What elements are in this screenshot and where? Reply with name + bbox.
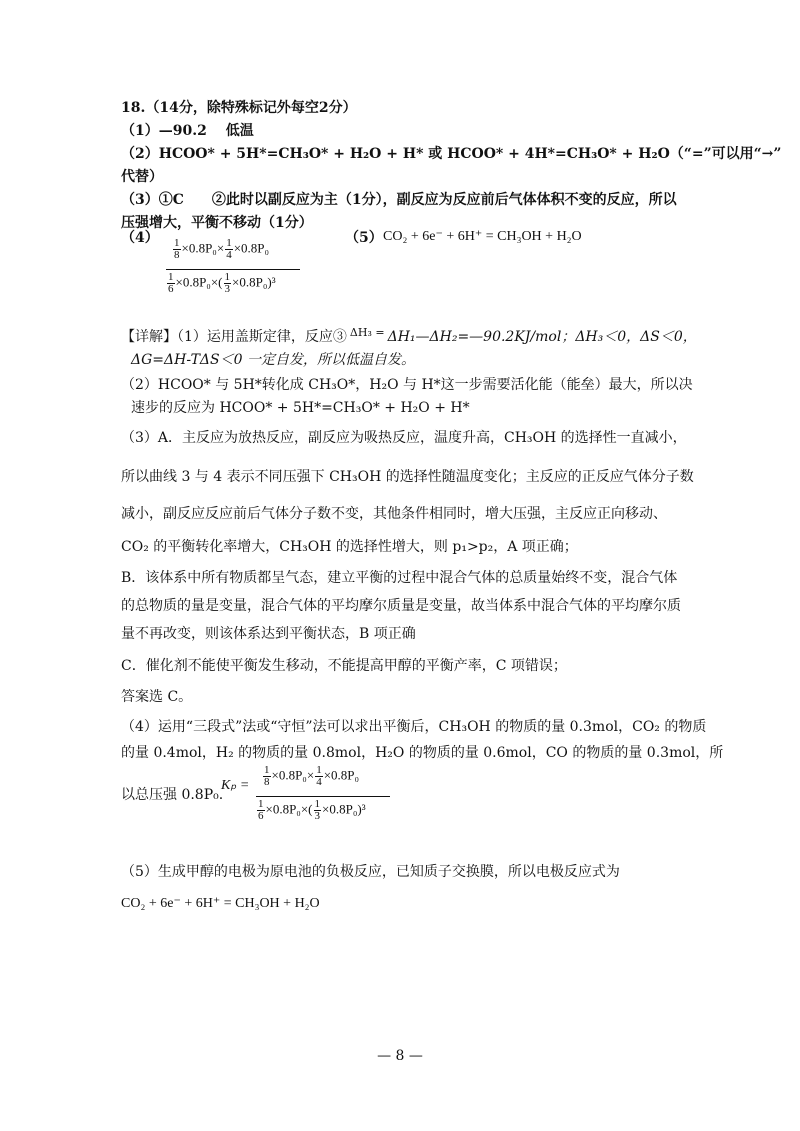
detail-2-line1: （2）HCOO* 与 5H*转化成 CH₃O*，H₂O 与 H*这一步需要活化能（能垒）最大，所以决	[121, 377, 693, 393]
question-header	[121, 98, 357, 118]
detail-3-b-line3: 量不再改变，则该体系达到平衡状态，B 项正确	[121, 626, 416, 642]
detail-3-line1: （3）A．主反应为放热反应，副反应为吸热反应，温度升高，CH₃OH 的选择性一直减小，	[121, 430, 687, 446]
detail-3-c-line: C．催化剂不能使平衡发生移动，不能提高甲醇的平衡产率，C 项错误；	[121, 658, 567, 674]
detail-3-line3: 减小，副反应反应前后气体分子数不变，其他条件相同时，增大压强，主反应正向移动、	[121, 506, 667, 522]
detail-1-line2: ΔG=ΔH-TΔS＜0 一定自发，所以低温自发。	[131, 352, 415, 368]
answer-4-label: （4）	[121, 230, 159, 246]
detail-4-line2: 的量 0.4mol，H₂ 的物质的量 0.8mol，H₂O 的物质的量 0.6mol，CO 的物质的量 0.3mol，所	[121, 745, 724, 761]
answer-1-value: —90.2	[158, 123, 207, 139]
kp-fraction-bar-detail	[256, 796, 390, 797]
detail-4-line3: 以总压强 0.8P₀.	[121, 787, 224, 803]
detail-3-line2: 所以曲线 3 与 4 表示不同压强下 CH₃OH 的选择性随温度变化；主反应的正反应气体分子数	[121, 469, 694, 485]
answer-2-cont: 代替）	[121, 169, 163, 185]
detail-4-kp-label: Kₚ =	[221, 778, 250, 793]
kp-numerator-detail: $\frac{1}{8}$ ×0.8P₀× $\frac{1}{4}$ ×0.8P₀	[264, 764, 360, 788]
page-number: — 8 —	[377, 1048, 423, 1064]
detail-3-b-line1: B．该体系中所有物质都呈气态，建立平衡的过程中混合气体的总质量始终不变，混合气体	[121, 570, 678, 586]
answer-1	[121, 121, 254, 141]
kp-fraction-bar	[166, 269, 300, 270]
detail-5-line1: （5）生成甲醇的电极为原电池的负极反应，已知质子交换膜，所以电极反应式为	[121, 864, 620, 880]
kp-denominator-detail: $\frac{1}{6}$ ×0.8P₀×( $\frac{1}{3}$ ×0.8P₀)³	[258, 798, 366, 822]
kp-denominator: $\frac{1}{6}$ ×0.8P₀×( $\frac{1}{3}$ ×0.8P₀)³	[168, 271, 276, 295]
detail-3-answer: 答案选 C。	[121, 689, 193, 705]
detail-2-line2: 速步的反应为 HCOO* + 5H*=CH₃O* + H₂O + H*	[131, 400, 470, 416]
answer-1-label: （1）	[121, 123, 159, 139]
question-number: 18.	[121, 100, 146, 116]
answer-1-temp: 低温	[225, 123, 254, 139]
detail-5-equation: CO₂ + 6e⁻ + 6H⁺ = CH₃OH + H₂O	[121, 896, 320, 911]
detail-1-line1: 【详解】（1）运用盖斯定律，反应③ $^{\Delta H_3 =}$ ΔH₁—ΔH₂=—90.2KJ/mol；ΔH₃＜0，ΔS＜0，	[121, 326, 697, 345]
answer-2: （2）HCOO* + 5H*=CH₃O* + H₂O + H* 或 HCOO* + 4H*=CH₃O* + H₂O（“=”可以用“→”	[121, 146, 782, 162]
detail-3-b-line2: 的总物质的量是变量，混合气体的平均摩尔质量是变量，故当体系中混合气体的平均摩尔质	[121, 598, 681, 614]
detail-4-line1: （4）运用“三段式”法或“守恒”法可以求出平衡后，CH₃OH 的物质的量 0.3mol，CO₂ 的物质	[121, 719, 707, 735]
answer-5-equation: CO₂ + 6e⁻ + 6H⁺ = CH₃OH + H₂O	[383, 229, 582, 244]
detail-3-line4: CO₂ 的平衡转化率增大，CH₃OH 的选择性增大，则 p₁>p₂，A 项正确；	[121, 539, 578, 555]
answer-3-line1: （3）①C ②此时以副反应为主（1分），副反应为反应前后气体体积不变的反应，所以	[121, 192, 677, 208]
kp-fraction-detail	[256, 765, 396, 831]
question-score: （14分，除特殊标记外每空2分）	[145, 100, 357, 116]
kp-fraction-answer	[166, 238, 306, 304]
kp-numerator: $\frac{1}{8}$ ×0.8P₀× $\frac{1}{4}$ ×0.8P₀	[174, 237, 270, 261]
answer-3-line2: 压强增大，平衡不移动（1分）	[121, 215, 313, 231]
answer-5-label: （5）	[345, 230, 383, 246]
